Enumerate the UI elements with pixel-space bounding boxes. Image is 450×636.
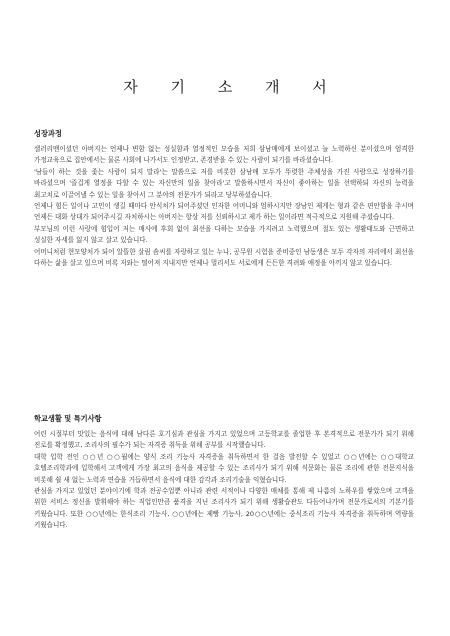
- paragraph: 부모님의 이런 사랑에 힘입어 저는 매사에 후회 없이 최선을 다하는 모습을 가지려고 노력했으며 절도 있는 생활태도와 근면하고 성실한 자세를 잃지 않고 살고 있습니다.: [34, 224, 414, 245]
- section-school-life: [34, 413, 414, 532]
- section-heading: 성장과정: [34, 129, 62, 138]
- paragraph: 대학 입학 전인 ○○년 ○○월에는 양식 조리 기능사 자격증을 취득하면서 한 걸음 발전할 수 있었고 ○○년에는 ○○대학교 호텔조리학과에 입학해서 고객에게 가장 최고의 음식을 제공할 수 있는 조리사가 되기 위해 식문화는 물론 조리에 관한 전문지식을 비롯해 쉴 새 없는 노력과 연습을 거듭하면서 음식에 대한 감각과 조리기술을 익혔습니다.: [34, 452, 414, 484]
- paragraph: '남들이 하는 것을 좇는 사람이 되지 말라'는 말씀으로 저를 비롯한 삼남매 모두가 뚜렷한 주체성을 가진 사람으로 성장하기를 바라셨으며 '즐겁게 열정을 다할 수 있는 자신만의 일을 찾아라'고 말씀하시면서 자신이 좋아하는 일을 선택하되 자신의 능력을 최고치로 이끌어낼 수 있는 일을 찾아서 그 분야의 전문가가 되라고 당부하셨습니다.: [34, 167, 414, 199]
- section-growth: [34, 128, 414, 269]
- paragraph: 관심을 가지고 있었던 분야이기에 학과 전공수업뿐 아니라 관련 서적이나 다양한 매체를 통해 제 나름의 노하우를 쌓았으며 고객을 위한 서비스 정신을 발휘해야 하는 직업인만큼 품격을 지닌 조리사가 되기 위해 생활습관도 다듬어나가며 전문가로서의 기본기를 키웠습니다. 또한 ○○년에는 한식조리 기능사, ○○년에는 제빵 기능사, 20○○년에는 중식조리 기능사 자격증을 취득하며 역량을 키웠습니다.: [34, 487, 414, 530]
- document-title: 자 기 소 개 서: [123, 78, 341, 96]
- paragraph: 샐러리맨이셨던 아버지는 언제나 변함 없는 성실함과 열정적인 모습을 저희 삼남매에게 보이셨고 늘 노력하신 분이셨으며 엄격한 가정교육으로 집안에서는 물론 사회에 나가서도 인정받고, 존경받을 수 있는 사람이 되기를 바라셨습니다.: [34, 145, 414, 165]
- paragraph: 어머니처럼 현모양처가 되어 알뜰한 살림 솜씨를 자랑하고 있는 누나, 공무원 시험을 준비중인 남동생은 모두 각자의 자리에서 최선을 다하는 삶을 살고 있으며 비록 저와는 떨어져 지내지만 언제나 멀리서도 서로에게 든든한 격려와 애정을 아끼지 않고 있습니다.: [34, 247, 414, 268]
- section-heading: 학교생활 및 특기사항: [34, 414, 102, 423]
- paragraph: 언제나 힘든 일이나 고민이 생길 때마다 안식처가 되어주셨던 인자한 어머니와 엄하시지만 장남인 제게는 형과 같은 편안함을 주시며 언제든 대화 상대가 되어주시길 자처하시는 아버지는 항상 저를 신뢰하시고 제가 하는 일이라면 적극적으로 지원해 주셨습니다.: [34, 202, 414, 222]
- paragraph: 어린 시절부터 맛있는 음식에 대해 남다른 호기심과 관심을 가지고 있었으며 고등학교를 졸업한 후 본격적으로 전문가가 되기 위해 진로를 확정했고, 조리사의 필수가 되는 자격증 취득을 위해 공부를 시작했습니다.: [34, 430, 414, 450]
